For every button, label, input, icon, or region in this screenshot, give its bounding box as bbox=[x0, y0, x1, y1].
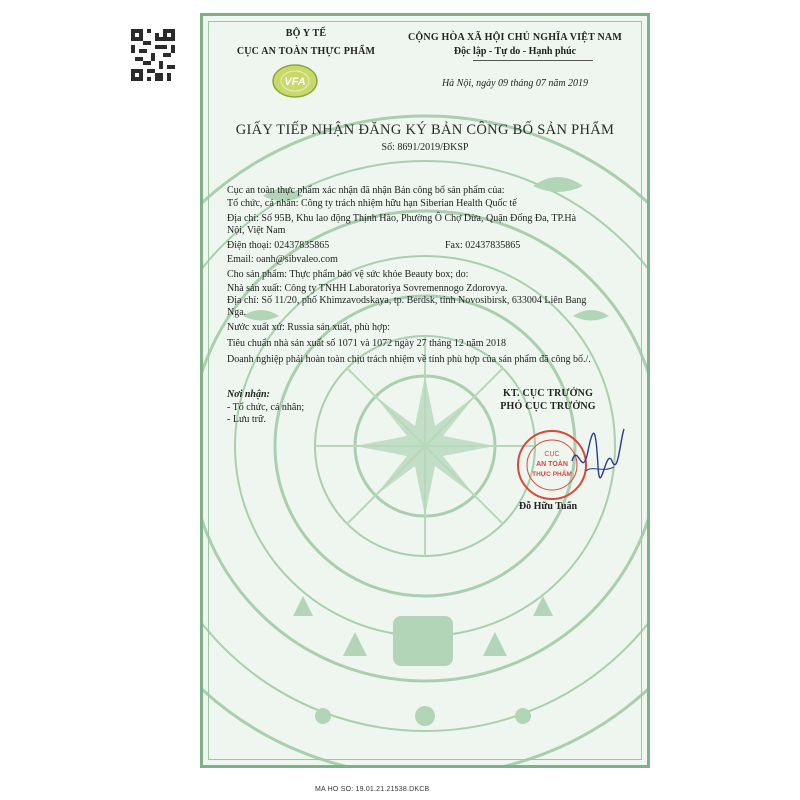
manufacturer-line: Nhà sản xuất: Công ty TNHH Laboratoriya Sovremennogo Zdorovya. bbox=[227, 283, 508, 294]
qr-code-icon bbox=[131, 29, 175, 81]
motto-underline bbox=[473, 60, 593, 61]
signer-role-1: KT. CỤC TRƯỞNG bbox=[502, 388, 594, 399]
ministry-name: BỘ Y TẾ bbox=[285, 28, 327, 39]
manufacturer-address-line-2: Nga. bbox=[227, 307, 247, 318]
svg-text:VFA: VFA bbox=[284, 76, 306, 88]
manufacturer-address-line-1: Địa chỉ: Số 11/20, phố Khimzavodskaya, tp. Berdsk, tỉnh Novosibirsk, 633004 Liên Bang bbox=[227, 295, 587, 306]
origin-line: Nước xuất xứ: Russia sản xuất, phù hợp: bbox=[227, 322, 391, 333]
fax-line: Fax: 02437835865 bbox=[445, 240, 521, 251]
date-line: Hà Nội, ngày 09 tháng 07 năm 2019 bbox=[441, 78, 589, 89]
document-title: GIẤY TIẾP NHẬN ĐĂNG KÝ BẢN CÔNG BỐ SẢN PHẨM bbox=[235, 122, 615, 138]
stamp-line-3: THỰC PHẨM bbox=[532, 471, 572, 478]
body-line-2: Tổ chức, cá nhân: Công ty trách nhiệm hữu hạn Siberian Health Quốc tế bbox=[227, 198, 517, 209]
body-line-1: Cục an toàn thực phẩm xác nhận đã nhận Bản công bố sản phẩm của: bbox=[227, 185, 505, 196]
recipient-item-2: - Lưu trữ. bbox=[227, 414, 266, 425]
body-line-4: Nội, Việt Nam bbox=[227, 225, 286, 236]
recipient-item-1: - Tổ chức, cá nhân; bbox=[227, 402, 305, 413]
agency-name: CỤC AN TOÀN THỰC PHẨM bbox=[236, 46, 376, 57]
product-line: Cho sản phẩm: Thực phẩm bảo vệ sức khỏe Beauty box; do: bbox=[227, 269, 469, 280]
motto: Độc lập - Tự do - Hạnh phúc bbox=[453, 46, 577, 57]
signer-role-2: PHÓ CỤC TRƯỞNG bbox=[500, 401, 596, 412]
body-line-3: Địa chỉ: Số 95B, Khu lao động Thịnh Hào, Phường Ô Chợ Dừa, Quận Đống Đa, TP.Hà bbox=[227, 213, 577, 224]
stamp-line-2: AN TOÀN bbox=[536, 461, 568, 468]
responsibility-line: Doanh nghiệp phải hoàn toàn chịu trách nhiệm về tính phù hợp của sản phẩm đã công bố./. bbox=[227, 354, 591, 365]
document-number: Số: 8691/2019/ĐKSP bbox=[381, 142, 469, 153]
vfa-logo bbox=[271, 63, 319, 99]
handwritten-signature bbox=[568, 421, 628, 491]
standard-line: Tiêu chuẩn nhà sản xuất số 1071 và 1072 ngày 27 tháng 12 năm 2018 bbox=[227, 338, 507, 349]
stamp-line-1: CỤC bbox=[544, 451, 560, 458]
certificate-frame bbox=[200, 13, 650, 768]
email-line: Email: oanh@sibvaleo.com bbox=[227, 254, 338, 265]
country-name: CỘNG HÒA XÃ HỘI CHỦ NGHĨA VIỆT NAM bbox=[408, 32, 622, 43]
signer-name: Đỗ Hữu Tuấn bbox=[518, 501, 578, 512]
dossier-code: MA HO SO: 19.01.21.21538.DKCB bbox=[315, 786, 430, 793]
phone-line: Điện thoại: 02437835865 bbox=[227, 240, 330, 251]
recipients-heading: Nơi nhận: bbox=[227, 389, 270, 400]
